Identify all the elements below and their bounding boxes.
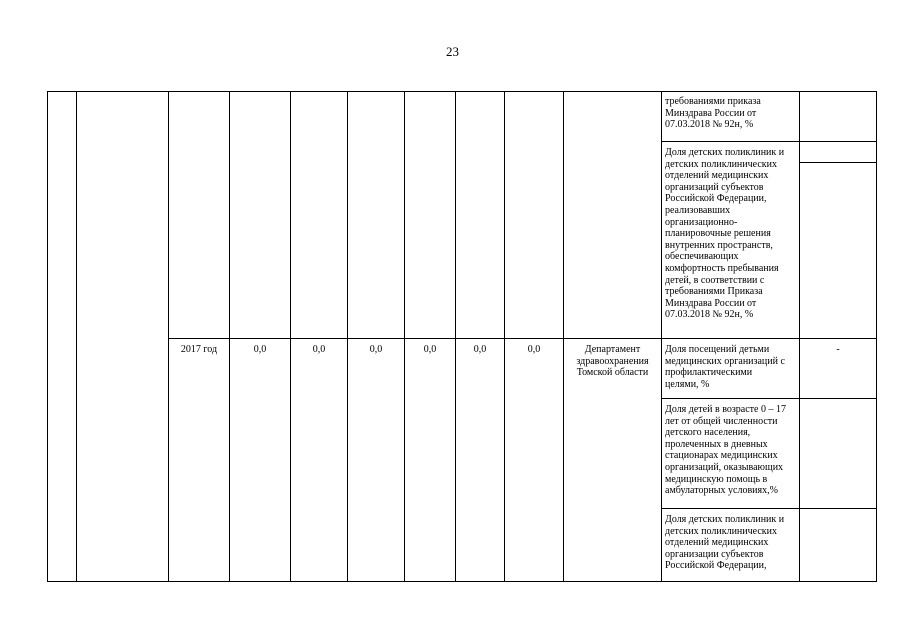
column-divider (290, 91, 291, 582)
column-divider (229, 91, 230, 582)
indicator-row-divider (661, 141, 877, 142)
value-cell: 0,0 (423, 344, 437, 355)
indicator-row-divider (661, 398, 877, 399)
value-cell: 0,0 (312, 344, 326, 355)
table-border-top (47, 91, 877, 92)
indicator-text: Доля посещений детьми медицинских организаций с профилактическими целями, % (665, 344, 785, 390)
indicator-text: Доля детских поликлиник и детских поликлинических отделений медицинских организации субъектов Российской Федерации, (665, 514, 785, 572)
page-number: 23 (446, 44, 459, 59)
column-divider (504, 91, 505, 582)
column-divider (563, 91, 564, 582)
column-divider (168, 91, 169, 582)
indicator-text: Доля детских поликлиник и детских поликлинических отделений медицинских организаций субъектов Российской Федерации, реализовавших организационно- планировочные решения внутренних пространств, обеспечивающих комфортность пребывания детей, в соответствии с требованиями Приказа Минздрава России от 07.03.2018 № 92н, % (665, 147, 785, 321)
indicator-row-divider (661, 508, 877, 509)
year-cell: 2017 год (180, 344, 218, 355)
column-divider (76, 91, 77, 582)
value-cell: 0,0 (253, 344, 267, 355)
indicator-text: требованиями приказа Минздрава России от 07.03.2018 № 92н, % (665, 96, 761, 131)
value-cell-divider (799, 162, 877, 163)
column-divider (347, 91, 348, 582)
indicator-text: Доля детей в возрасте 0 – 17 лет от общей численности детского населения, пролеченных в дневных стационарах медицинских организаций, оказывающих медицинскую помощь в амбулаторных условиях,% (665, 404, 786, 497)
column-divider (455, 91, 456, 582)
executor-cell: Департамент здравоохранения Томской области (576, 344, 649, 379)
table-border-bottom (47, 581, 877, 582)
value-cell: 0,0 (527, 344, 541, 355)
value-cell: 0,0 (473, 344, 487, 355)
value-cell: 0,0 (369, 344, 383, 355)
column-divider (404, 91, 405, 582)
table-border-left (47, 91, 48, 582)
indicator-value: - (836, 344, 840, 355)
year-row-divider (168, 338, 877, 339)
